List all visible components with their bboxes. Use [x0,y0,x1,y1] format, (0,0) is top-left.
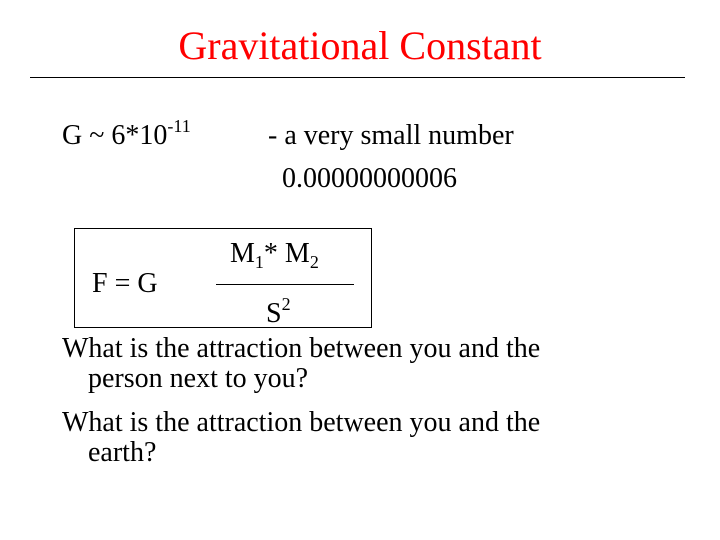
g-value [62,116,191,151]
slide-title: Gravitational Constant [178,23,542,68]
title-divider [30,77,685,78]
g-value-base: G ~ 6*10 [62,120,168,151]
g-decimal: 0.00000000006 [282,163,457,194]
question-1-line1: What is the attraction between you and the [62,333,541,364]
question-1 [62,334,662,394]
fraction-bar [216,284,354,285]
numerator-m1: M [230,238,255,269]
question-2-line1: What is the attraction between you and the [62,407,541,438]
question-2-line2: earth? [88,437,157,468]
g-description: - a very small number [268,120,514,151]
numerator-sub2: 2 [309,252,319,272]
question-1-line2: person next to you? [88,363,309,394]
formula-denominator [266,294,291,329]
g-value-exponent: -11 [167,116,191,136]
numerator-mid: * M [263,238,310,269]
numerator-sub1: 1 [254,252,264,272]
denominator-exponent: 2 [281,294,291,314]
question-2 [62,408,662,468]
denominator-s: S [266,298,282,329]
formula-numerator [230,238,319,272]
formula-lhs: F = G [92,268,158,299]
